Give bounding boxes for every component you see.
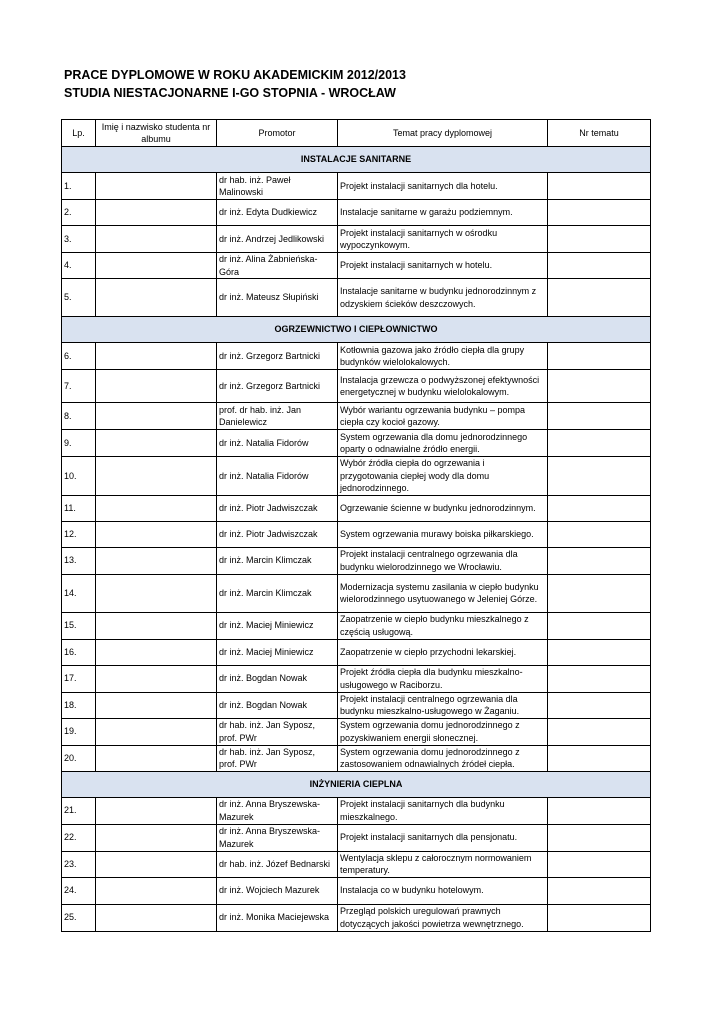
promotor-cell: dr inż. Wojciech Mazurek (217, 877, 338, 904)
row-number: 15. (62, 612, 96, 639)
promotor-cell: dr inż. Grzegorz Bartnicki (217, 343, 338, 370)
promotor-cell: dr inż. Anna Bryszewska-Mazurek (217, 824, 338, 851)
student-cell (96, 877, 217, 904)
promotor-cell: dr inż. Mateusz Słupiński (217, 279, 338, 317)
table-row (62, 370, 651, 403)
section-header-row (62, 771, 651, 797)
table-row (62, 745, 651, 771)
promotor-cell: dr hab. inż. Paweł Malinowski (217, 173, 338, 200)
row-number: 25. (62, 904, 96, 931)
table-row (62, 403, 651, 430)
row-number: 17. (62, 665, 96, 692)
topic-number-cell (548, 665, 651, 692)
row-number: 23. (62, 851, 96, 877)
row-number: 3. (62, 226, 96, 253)
table-row (62, 173, 651, 200)
topic-cell: Zaopatrzenie w ciepło budynku mieszkalnego z częścią usługową. (338, 612, 548, 639)
topic-number-cell (548, 851, 651, 877)
promotor-cell: dr inż. Alina Żabnieńska-Góra (217, 253, 338, 279)
student-cell (96, 457, 217, 496)
table-row (62, 692, 651, 718)
student-cell (96, 253, 217, 279)
row-number: 19. (62, 718, 96, 745)
table-row (62, 253, 651, 279)
topic-number-cell (548, 612, 651, 639)
topic-cell: Instalacja grzewcza o podwyższonej efektywności energetycznej w budynku wielolokalowym. (338, 370, 548, 403)
document-title-line-2: STUDIA NIESTACJONARNE I-GO STOPNIA - WROCŁAW (64, 86, 396, 100)
student-cell (96, 612, 217, 639)
table-row (62, 495, 651, 521)
header-topic: Temat pracy dyplomowej (338, 120, 548, 147)
topic-number-cell (548, 797, 651, 824)
topic-number-cell (548, 226, 651, 253)
topic-cell: Kotłownia gazowa jako źródło ciepła dla grupy budynków wielolokalowych. (338, 343, 548, 370)
table-row (62, 639, 651, 665)
table-header-row (62, 120, 651, 147)
row-number: 5. (62, 279, 96, 317)
topic-cell: Zaopatrzenie w ciepło przychodni lekarskiej. (338, 639, 548, 665)
table-row (62, 430, 651, 457)
table-row (62, 904, 651, 931)
topic-number-cell (548, 253, 651, 279)
student-cell (96, 665, 217, 692)
topic-cell: Projekt instalacji centralnego ogrzewania dla budynku wielorodzinnego we Wrocławiu. (338, 547, 548, 574)
student-cell (96, 824, 217, 851)
promotor-cell: dr inż. Natalia Fidorów (217, 430, 338, 457)
promotor-cell: dr inż. Natalia Fidorów (217, 457, 338, 496)
promotor-cell: dr hab. inż. Jan Syposz, prof. PWr (217, 745, 338, 771)
topic-number-cell (548, 457, 651, 496)
promotor-cell: dr inż. Piotr Jadwiszczak (217, 495, 338, 521)
row-number: 13. (62, 547, 96, 574)
table-row (62, 877, 651, 904)
table-row (62, 574, 651, 612)
topic-number-cell (548, 718, 651, 745)
topic-number-cell (548, 574, 651, 612)
topic-cell: Wentylacja sklepu z całorocznym normowaniem temperatury. (338, 851, 548, 877)
student-cell (96, 718, 217, 745)
student-cell (96, 574, 217, 612)
student-cell (96, 200, 217, 226)
topic-cell: Instalacje sanitarne w budynku jednorodzinnym z odzyskiem ścieków deszczowych. (338, 279, 548, 317)
student-cell (96, 173, 217, 200)
table-row (62, 824, 651, 851)
header-topic-number: Nr tematu (548, 120, 651, 147)
table-row (62, 797, 651, 824)
promotor-cell: dr inż. Marcin Klimczak (217, 547, 338, 574)
topic-cell: System ogrzewania domu jednorodzinnego z zastosowaniem odnawialnych źródeł ciepła. (338, 745, 548, 771)
topic-cell: Projekt instalacji sanitarnych dla hotelu. (338, 173, 548, 200)
header-promotor: Promotor (217, 120, 338, 147)
row-number: 8. (62, 403, 96, 430)
row-number: 21. (62, 797, 96, 824)
topic-cell: Modernizacja systemu zasilania w ciepło budynku wielorodzinnego usytuowanego w Jeleniej Górze. (338, 574, 548, 612)
topic-cell: Instalacja co w budynku hotelowym. (338, 877, 548, 904)
student-cell (96, 904, 217, 931)
promotor-cell: dr inż. Maciej Miniewicz (217, 639, 338, 665)
promotor-cell: dr inż. Bogdan Nowak (217, 692, 338, 718)
row-number: 9. (62, 430, 96, 457)
topic-number-cell (548, 877, 651, 904)
row-number: 14. (62, 574, 96, 612)
topic-cell: Wybór źródła ciepła do ogrzewania i przygotowania ciepłej wody dla domu jednorodzinnego. (338, 457, 548, 496)
topic-number-cell (548, 279, 651, 317)
promotor-cell: dr hab. inż. Józef Bednarski (217, 851, 338, 877)
row-number: 4. (62, 253, 96, 279)
promotor-cell: dr inż. Marcin Klimczak (217, 574, 338, 612)
section-header-row (62, 147, 651, 173)
promotor-cell: dr inż. Monika Maciejewska (217, 904, 338, 931)
row-number: 7. (62, 370, 96, 403)
table-row (62, 521, 651, 547)
student-cell (96, 430, 217, 457)
topic-number-cell (548, 200, 651, 226)
table-row (62, 718, 651, 745)
row-number: 1. (62, 173, 96, 200)
row-number: 11. (62, 495, 96, 521)
topic-cell: System ogrzewania domu jednorodzinnego z pozyskiwaniem energii słonecznej. (338, 718, 548, 745)
topic-number-cell (548, 430, 651, 457)
topic-number-cell (548, 343, 651, 370)
promotor-cell: dr inż. Bogdan Nowak (217, 665, 338, 692)
row-number: 18. (62, 692, 96, 718)
student-cell (96, 403, 217, 430)
topic-number-cell (548, 370, 651, 403)
promotor-cell: dr inż. Edyta Dudkiewicz (217, 200, 338, 226)
thesis-table (61, 119, 651, 932)
table-row (62, 279, 651, 317)
student-cell (96, 279, 217, 317)
topic-number-cell (548, 521, 651, 547)
row-number: 2. (62, 200, 96, 226)
topic-cell: Projekt źródła ciepła dla budynku mieszkalno-usługowego w Raciborzu. (338, 665, 548, 692)
topic-cell: Instalacje sanitarne w garażu podziemnym. (338, 200, 548, 226)
student-cell (96, 851, 217, 877)
table-row (62, 665, 651, 692)
topic-cell: Projekt instalacji centralnego ogrzewania dla budynku mieszkalno-usługowego w Żaganiu. (338, 692, 548, 718)
student-cell (96, 521, 217, 547)
topic-number-cell (548, 745, 651, 771)
section-title: INSTALACJE SANITARNE (62, 147, 651, 173)
section-title: OGRZEWNICTWO I CIEPŁOWNICTWO (62, 317, 651, 343)
topic-number-cell (548, 547, 651, 574)
student-cell (96, 797, 217, 824)
topic-number-cell (548, 639, 651, 665)
table-row (62, 343, 651, 370)
section-header-row (62, 317, 651, 343)
student-cell (96, 639, 217, 665)
document-title-line-1: PRACE DYPLOMOWE W ROKU AKADEMICKIM 2012/2013 (64, 68, 406, 82)
row-number: 12. (62, 521, 96, 547)
topic-cell: System ogrzewania murawy boiska piłkarskiego. (338, 521, 548, 547)
promotor-cell: prof. dr hab. inż. Jan Danielewicz (217, 403, 338, 430)
topic-cell: Projekt instalacji sanitarnych w hotelu. (338, 253, 548, 279)
promotor-cell: dr inż. Grzegorz Bartnicki (217, 370, 338, 403)
table-row (62, 457, 651, 496)
promotor-cell: dr inż. Andrzej Jedlikowski (217, 226, 338, 253)
table-row (62, 851, 651, 877)
topic-number-cell (548, 904, 651, 931)
table-row (62, 547, 651, 574)
student-cell (96, 343, 217, 370)
header-lp: Lp. (62, 120, 96, 147)
row-number: 16. (62, 639, 96, 665)
promotor-cell: dr inż. Maciej Miniewicz (217, 612, 338, 639)
student-cell (96, 370, 217, 403)
topic-cell: Przegląd polskich uregulowań prawnych dotyczących jakości powietrza wewnętrznego. (338, 904, 548, 931)
promotor-cell: dr inż. Anna Bryszewska-Mazurek (217, 797, 338, 824)
table-row (62, 612, 651, 639)
topic-number-cell (548, 692, 651, 718)
topic-number-cell (548, 824, 651, 851)
student-cell (96, 745, 217, 771)
header-student: Imię i nazwisko studenta nr albumu (96, 120, 217, 147)
topic-number-cell (548, 403, 651, 430)
topic-number-cell (548, 173, 651, 200)
student-cell (96, 547, 217, 574)
topic-cell: Wybór wariantu ogrzewania budynku – pompa ciepła czy kocioł gazowy. (338, 403, 548, 430)
section-title: INŻYNIERIA CIEPLNA (62, 771, 651, 797)
promotor-cell: dr inż. Piotr Jadwiszczak (217, 521, 338, 547)
topic-cell: Projekt instalacji sanitarnych w ośrodku wypoczynkowym. (338, 226, 548, 253)
student-cell (96, 692, 217, 718)
topic-cell: System ogrzewania dla domu jednorodzinnego oparty o odnawialne źródło energii. (338, 430, 548, 457)
row-number: 22. (62, 824, 96, 851)
row-number: 6. (62, 343, 96, 370)
row-number: 10. (62, 457, 96, 496)
row-number: 20. (62, 745, 96, 771)
topic-cell: Projekt instalacji sanitarnych dla pensjonatu. (338, 824, 548, 851)
table-row (62, 226, 651, 253)
student-cell (96, 495, 217, 521)
row-number: 24. (62, 877, 96, 904)
table-row (62, 200, 651, 226)
topic-cell: Projekt instalacji sanitarnych dla budynku mieszkalnego. (338, 797, 548, 824)
student-cell (96, 226, 217, 253)
topic-cell: Ogrzewanie ścienne w budynku jednorodzinnym. (338, 495, 548, 521)
topic-number-cell (548, 495, 651, 521)
promotor-cell: dr hab. inż. Jan Syposz, prof. PWr (217, 718, 338, 745)
